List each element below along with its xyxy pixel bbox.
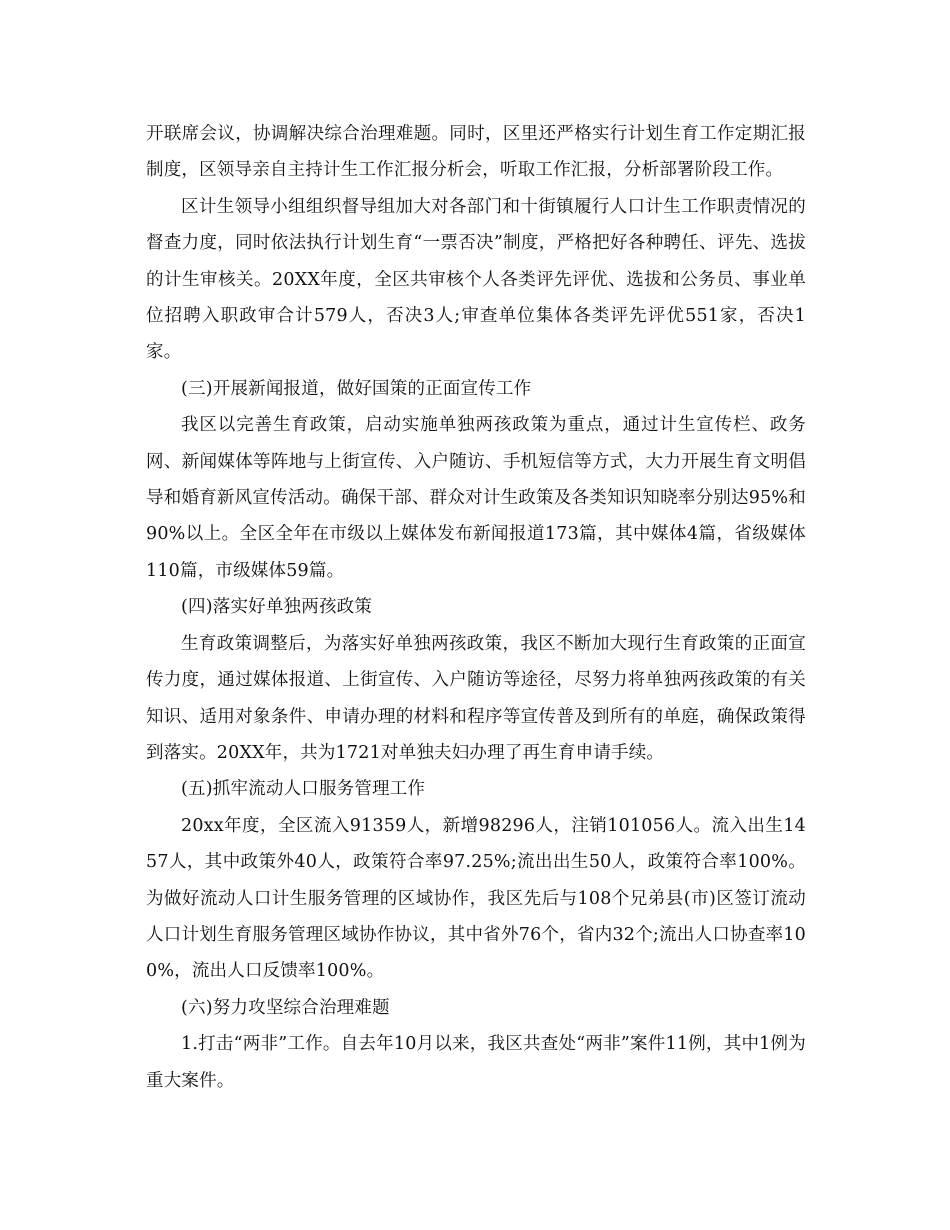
paragraph-crackdown: 1.打击“两非”工作。自去年10月以来，我区共查处“两非”案件11例，其中1例为重大案件。 [146, 1034, 806, 1091]
paragraph-policy: 生育政策调整后，为落实好单独两孩政策，我区不断加大现行生育政策的正面宣传力度，通过媒体报道、上街宣传、入户随访等途径，尽努力将单独两孩政策的有关知识、适用对象条件、申请办理的材料和程序等宣传普及到所有的单庭，确保政策得到落实。20XX年，共为1721对单独夫妇办理了再生育申请手续。 [146, 633, 806, 763]
document-page [146, 116, 806, 1099]
section-heading-6: (六)努力攻坚综合治理难题 [181, 997, 390, 1018]
paragraph-news: 我区以完善生育政策，启动实施单独两孩政策为重点，通过计生宣传栏、政务网、新闻媒体等阵地与上街宣传、入户随访、手机短信等方式，大力开展生育文明倡导和婚育新风宣传活动。确保干部、群众对计生政策及各类知识知晓率分别达95%和90%以上。全区全年在市级以上媒体发布新闻报道173篇，其中媒体4篇，省级媒体110篇，市级媒体59篇。 [146, 415, 806, 581]
paragraph-supervision: 区计生领导小组组织督导组加大对各部门和十街镇履行人口计生工作职责情况的督查力度，同时依法执行计划生育“一票否决”制度，严格把好各种聘任、评先、选拔的计生审核关。20XX年度，全区共审核个人各类评先评优、选拔和公务员、事业单位招聘入职政审合计579人，否决3人;审查单位集体各类评先评优551家，否决1家。 [146, 196, 806, 363]
section-heading-5: (五)抓牢流动人口服务管理工作 [181, 779, 426, 800]
section-heading-4: (四)落实好单独两孩政策 [181, 597, 373, 618]
paragraph-continuation: 开联席会议，协调解决综合治理难题。同时，区里还严格实行计划生育工作定期汇报制度，区领导亲自主持计生工作汇报分析会，听取工作汇报，分析部署阶段工作。 [146, 124, 806, 181]
section-heading-3: (三)开展新闻报道，做好国策的正面宣传工作 [181, 378, 532, 399]
paragraph-migrant: 20xx年度，全区流入91359人，新增98296人，注销101056人。流入出生1457人，其中政策外40人，政策符合率97.25%;流出出生50人，政策符合率100%。为做好流动人口计生服务管理的区域协作，我区先后与108个兄弟县(市)区签订流动人口计划生育服务管理区域协作协议，其中省外76个，省内32个;流出人口协查率100%，流出人口反馈率100%。 [146, 815, 806, 982]
